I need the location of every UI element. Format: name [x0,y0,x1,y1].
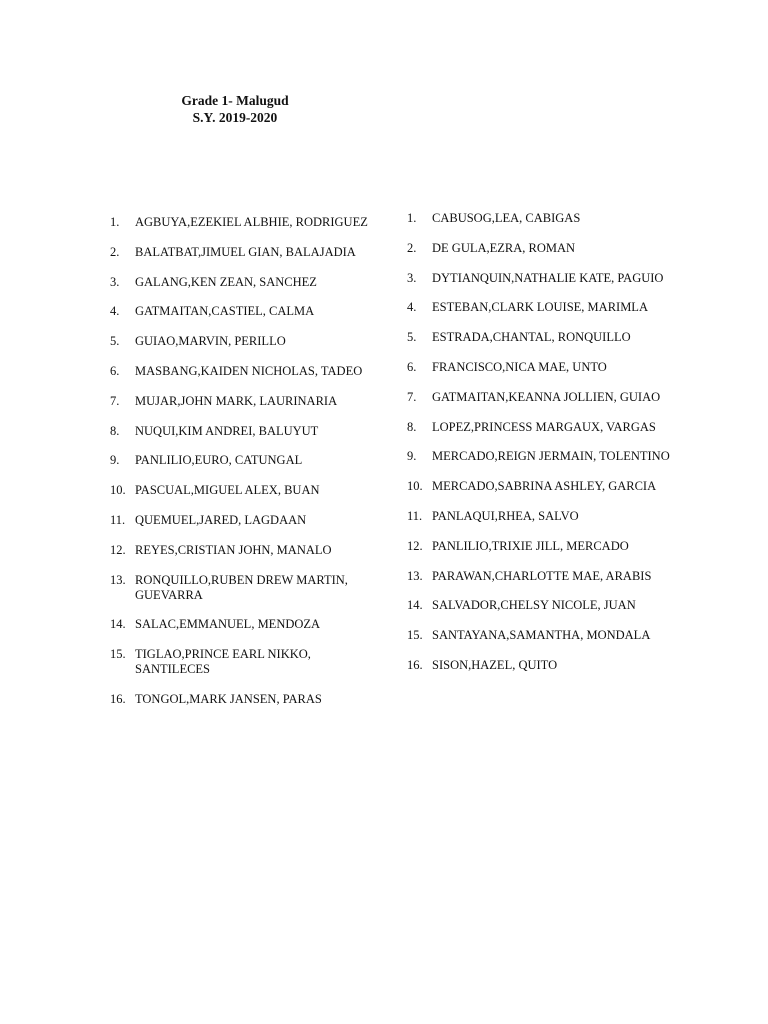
item-number: 5. [110,334,120,349]
right-student-list [407,211,707,688]
document-title: Grade 1- Malugud [181,93,289,108]
student-name: DYTIANQUIN,NATHALIE KATE, PAGUIO [432,270,664,285]
student-name: SISON,HAZEL, QUITO [432,657,558,672]
student-name: PANLILIO,TRIXIE JILL, MERCADO [432,538,629,553]
list-item [407,420,707,435]
list-item [110,424,400,439]
student-name: SANTAYANA,SAMANTHA, MONDALA [432,628,651,643]
list-item [407,360,707,375]
student-name: MUJAR,JOHN MARK, LAURINARIA [135,393,338,408]
list-item [110,573,400,603]
item-number: 8. [110,423,120,438]
item-number: 7. [110,393,120,408]
list-item [110,692,400,707]
item-number: 10. [407,479,423,494]
item-number: 12. [407,538,423,553]
list-item [407,509,707,524]
student-name: CABUSOG,LEA, CABIGAS [432,211,581,225]
item-number: 13. [110,572,126,587]
list-item [407,211,707,226]
student-name: FRANCISCO,NICA MAE, UNTO [432,359,607,374]
student-name: GALANG,KEN ZEAN, SANCHEZ [135,274,317,289]
list-item [407,330,707,345]
item-number: 12. [110,542,126,557]
list-item [407,390,707,405]
list-item [110,215,400,230]
item-number: 16. [407,657,423,672]
item-number: 9. [407,449,417,464]
student-name: TONGOL,MARK JANSEN, PARAS [135,691,322,706]
item-number: 11. [407,508,423,523]
student-name: LOPEZ,PRINCESS MARGAUX, VARGAS [432,419,656,434]
list-item [407,539,707,554]
student-name: PASCUAL,MIGUEL ALEX, BUAN [135,483,320,498]
item-number: 4. [110,304,120,319]
item-number: 5. [407,330,417,345]
list-item [110,617,400,632]
item-number: 11. [110,512,126,527]
list-item [407,271,707,286]
student-name: REYES,CRISTIAN JOHN, MANALO [135,542,332,557]
student-name: DE GULA,EZRA, ROMAN [432,240,576,255]
item-number: 1. [110,215,120,229]
list-item [407,598,707,613]
list-item [110,453,400,468]
item-number: 4. [407,300,417,315]
student-name: QUEMUEL,JARED, LAGDAAN [135,512,307,527]
student-name: MASBANG,KAIDEN NICHOLAS, TADEO [135,363,363,378]
list-item [110,543,400,558]
item-number: 8. [407,419,417,434]
item-number: 10. [110,483,126,498]
list-item [407,479,707,494]
list-item [110,304,400,319]
item-number: 3. [110,274,120,289]
student-name: MERCADO,SABRINA ASHLEY, GARCIA [432,479,657,494]
document-header [130,92,340,126]
list-item [110,483,400,498]
student-name: TIGLAO,PRINCE EARL NIKKO, SANTILECES [135,647,311,677]
list-item [407,241,707,256]
list-item [110,394,400,409]
list-item [110,245,400,260]
item-number: 6. [407,359,417,374]
item-number: 14. [407,598,423,613]
item-number: 16. [110,691,126,706]
student-name: NUQUI,KIM ANDREI, BALUYUT [135,423,319,438]
student-name: GATMAITAN,KEANNA JOLLIEN, GUIAO [432,389,661,404]
list-item [110,513,400,528]
item-number: 15. [407,628,423,643]
student-name: SALAC,EMMANUEL, MENDOZA [135,617,321,632]
item-number: 2. [110,244,120,259]
item-number: 1. [407,211,417,225]
item-number: 3. [407,270,417,285]
item-number: 6. [110,363,120,378]
list-item [407,658,707,673]
student-name: BALATBAT,JIMUEL GIAN, BALAJADIA [135,244,356,259]
list-item [110,334,400,349]
list-item [110,275,400,290]
left-student-list [110,215,400,722]
list-item [407,569,707,584]
list-item [110,647,400,677]
student-name: MERCADO,REIGN JERMAIN, TOLENTINO [432,449,670,464]
item-number: 15. [110,647,126,662]
item-number: 14. [110,617,126,632]
item-number: 2. [407,240,417,255]
student-name: PARAWAN,CHARLOTTE MAE, ARABIS [432,568,652,583]
student-name: ESTRADA,CHANTAL, RONQUILLO [432,330,631,345]
student-name: RONQUILLO,RUBEN DREW MARTIN, GUEVARRA [135,572,348,602]
item-number: 9. [110,453,120,468]
student-name: PANLAQUI,RHEA, SALVO [432,508,579,523]
list-item [110,364,400,379]
student-name: PANLILIO,EURO, CATUNGAL [135,453,303,468]
student-name: ESTEBAN,CLARK LOUISE, MARIMLA [432,300,648,315]
list-item [407,449,707,464]
school-year: S.Y. 2019-2020 [192,110,278,125]
item-number: 7. [407,389,417,404]
list-item [407,300,707,315]
student-name: SALVADOR,CHELSY NICOLE, JUAN [432,598,636,613]
student-name: GUIAO,MARVIN, PERILLO [135,334,286,349]
item-number: 13. [407,568,423,583]
list-item [407,628,707,643]
student-name: AGBUYA,EZEKIEL ALBHIE, RODRIGUEZ [135,215,368,229]
student-name: GATMAITAN,CASTIEL, CALMA [135,304,315,319]
